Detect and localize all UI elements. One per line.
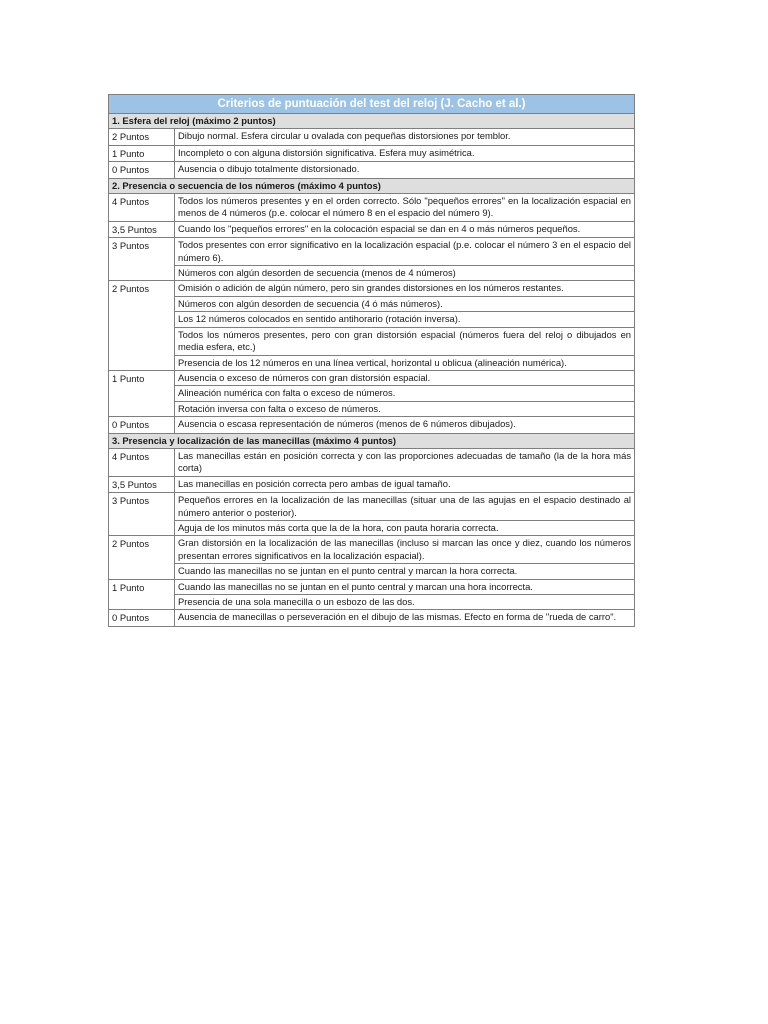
table-row [109,610,635,626]
criterion-cell: Ausencia de manecillas o perseveración en el dibujo de las mismas. Efecto en forma de "rueda de carro". [175,610,635,626]
points-cell: 2 Puntos [109,536,175,579]
criterion-cell: Presencia de los 12 números en una línea vertical, horizontal u oblicua (alineación numérica). [175,355,635,370]
table-row [109,266,635,281]
section-header-row [109,433,635,448]
table-row [109,386,635,401]
table-row [109,221,635,237]
title-row [109,95,635,114]
table-row [109,355,635,370]
table-row [109,476,635,492]
criterion-cell: Incompleto o con alguna distorsión significativa. Esfera muy asimétrica. [175,145,635,161]
table-row [109,296,635,311]
points-cell: 1 Punto [109,370,175,416]
section-heading: 1. Esfera del reloj (máximo 2 puntos) [109,114,635,129]
table-row [109,194,635,222]
criterion-cell: Todos presentes con error significativo en la localización espacial (p.e. colocar el número 3 en el espacio del número 6). [175,238,635,266]
table-row [109,564,635,579]
points-cell: 2 Puntos [109,129,175,145]
points-cell: 2 Puntos [109,281,175,370]
section-heading: 2. Presencia o secuencia de los números (máximo 4 puntos) [109,178,635,193]
section-header-row [109,178,635,193]
criterion-cell: Cuando los "pequeños errores" en la colocación espacial se dan en 4 o más números pequeños. [175,221,635,237]
points-cell: 1 Punto [109,579,175,610]
criterion-cell: Ausencia o dibujo totalmente distorsionado. [175,162,635,178]
points-cell: 3,5 Puntos [109,221,175,237]
table-row [109,536,635,564]
criterion-cell: Dibujo normal. Esfera circular u ovalada con pequeñas distorsiones por temblor. [175,129,635,145]
table-title: Criterios de puntuación del test del reloj (J. Cacho et al.) [109,95,635,114]
table-row [109,129,635,145]
table-row [109,238,635,266]
scoring-table [108,94,635,627]
table-row [109,417,635,433]
table-row [109,448,635,476]
section-header-row [109,114,635,129]
table-row [109,370,635,385]
criterion-cell: Cuando las manecillas no se juntan en el punto central y marcan la hora correcta. [175,564,635,579]
table-row [109,520,635,535]
criterion-cell: Ausencia o exceso de números con gran distorsión espacial. [175,370,635,385]
criterion-cell: Cuando las manecillas no se juntan en el punto central y marcan una hora incorrecta. [175,579,635,594]
table-row [109,401,635,416]
criterion-cell: Presencia de una sola manecilla o un esbozo de las dos. [175,595,635,610]
points-cell: 0 Puntos [109,162,175,178]
points-cell: 4 Puntos [109,194,175,222]
criterion-cell: Las manecillas en posición correcta pero ambas de igual tamaño. [175,476,635,492]
table-row [109,327,635,355]
points-cell: 3 Puntos [109,493,175,536]
criterion-cell: Rotación inversa con falta o exceso de números. [175,401,635,416]
criterion-cell: Todos los números presentes, pero con gran distorsión espacial (números fuera del reloj o dibujados en media esfera, etc.) [175,327,635,355]
criterion-cell: Aguja de los minutos más corta que la de la hora, con pauta horaria correcta. [175,520,635,535]
criterion-cell: Números con algún desorden de secuencia (menos de 4 números) [175,266,635,281]
section-heading: 3. Presencia y localización de las manecillas (máximo 4 puntos) [109,433,635,448]
points-cell: 0 Puntos [109,417,175,433]
table-row [109,595,635,610]
table-body [109,114,635,627]
criterion-cell: Ausencia o escasa representación de números (menos de 6 números dibujados). [175,417,635,433]
criterion-cell: Gran distorsión en la localización de las manecillas (incluso si marcan las once y diez, cuando los números presentan errores significativos en la localización espacial). [175,536,635,564]
criterion-cell: Los 12 números colocados en sentido antihorario (rotación inversa). [175,312,635,327]
criterion-cell: Todos los números presentes y en el orden correcto. Sólo "pequeños errores" en la localización espacial en menos de 4 números (p.e. colocar el número 8 en el espacio del número 9). [175,194,635,222]
points-cell: 4 Puntos [109,448,175,476]
criterion-cell: Omisión o adición de algún número, pero sin grandes distorsiones en los números restantes. [175,281,635,296]
table-row [109,162,635,178]
points-cell: 3 Puntos [109,238,175,281]
table-row [109,579,635,594]
table-row [109,281,635,296]
table-row [109,145,635,161]
criterion-cell: Pequeños errores en la localización de las manecillas (situar una de las agujas en el espacio destinado al número anterior o posterior). [175,493,635,521]
points-cell: 3,5 Puntos [109,476,175,492]
criterion-cell: Alineación numérica con falta o exceso de números. [175,386,635,401]
table-row [109,493,635,521]
scoring-document [108,94,634,627]
points-cell: 1 Punto [109,145,175,161]
points-cell: 0 Puntos [109,610,175,626]
table-row [109,312,635,327]
criterion-cell: Números con algún desorden de secuencia (4 ó más números). [175,296,635,311]
criterion-cell: Las manecillas están en posición correcta y con las proporciones adecuadas de tamaño (la de la hora más corta) [175,448,635,476]
